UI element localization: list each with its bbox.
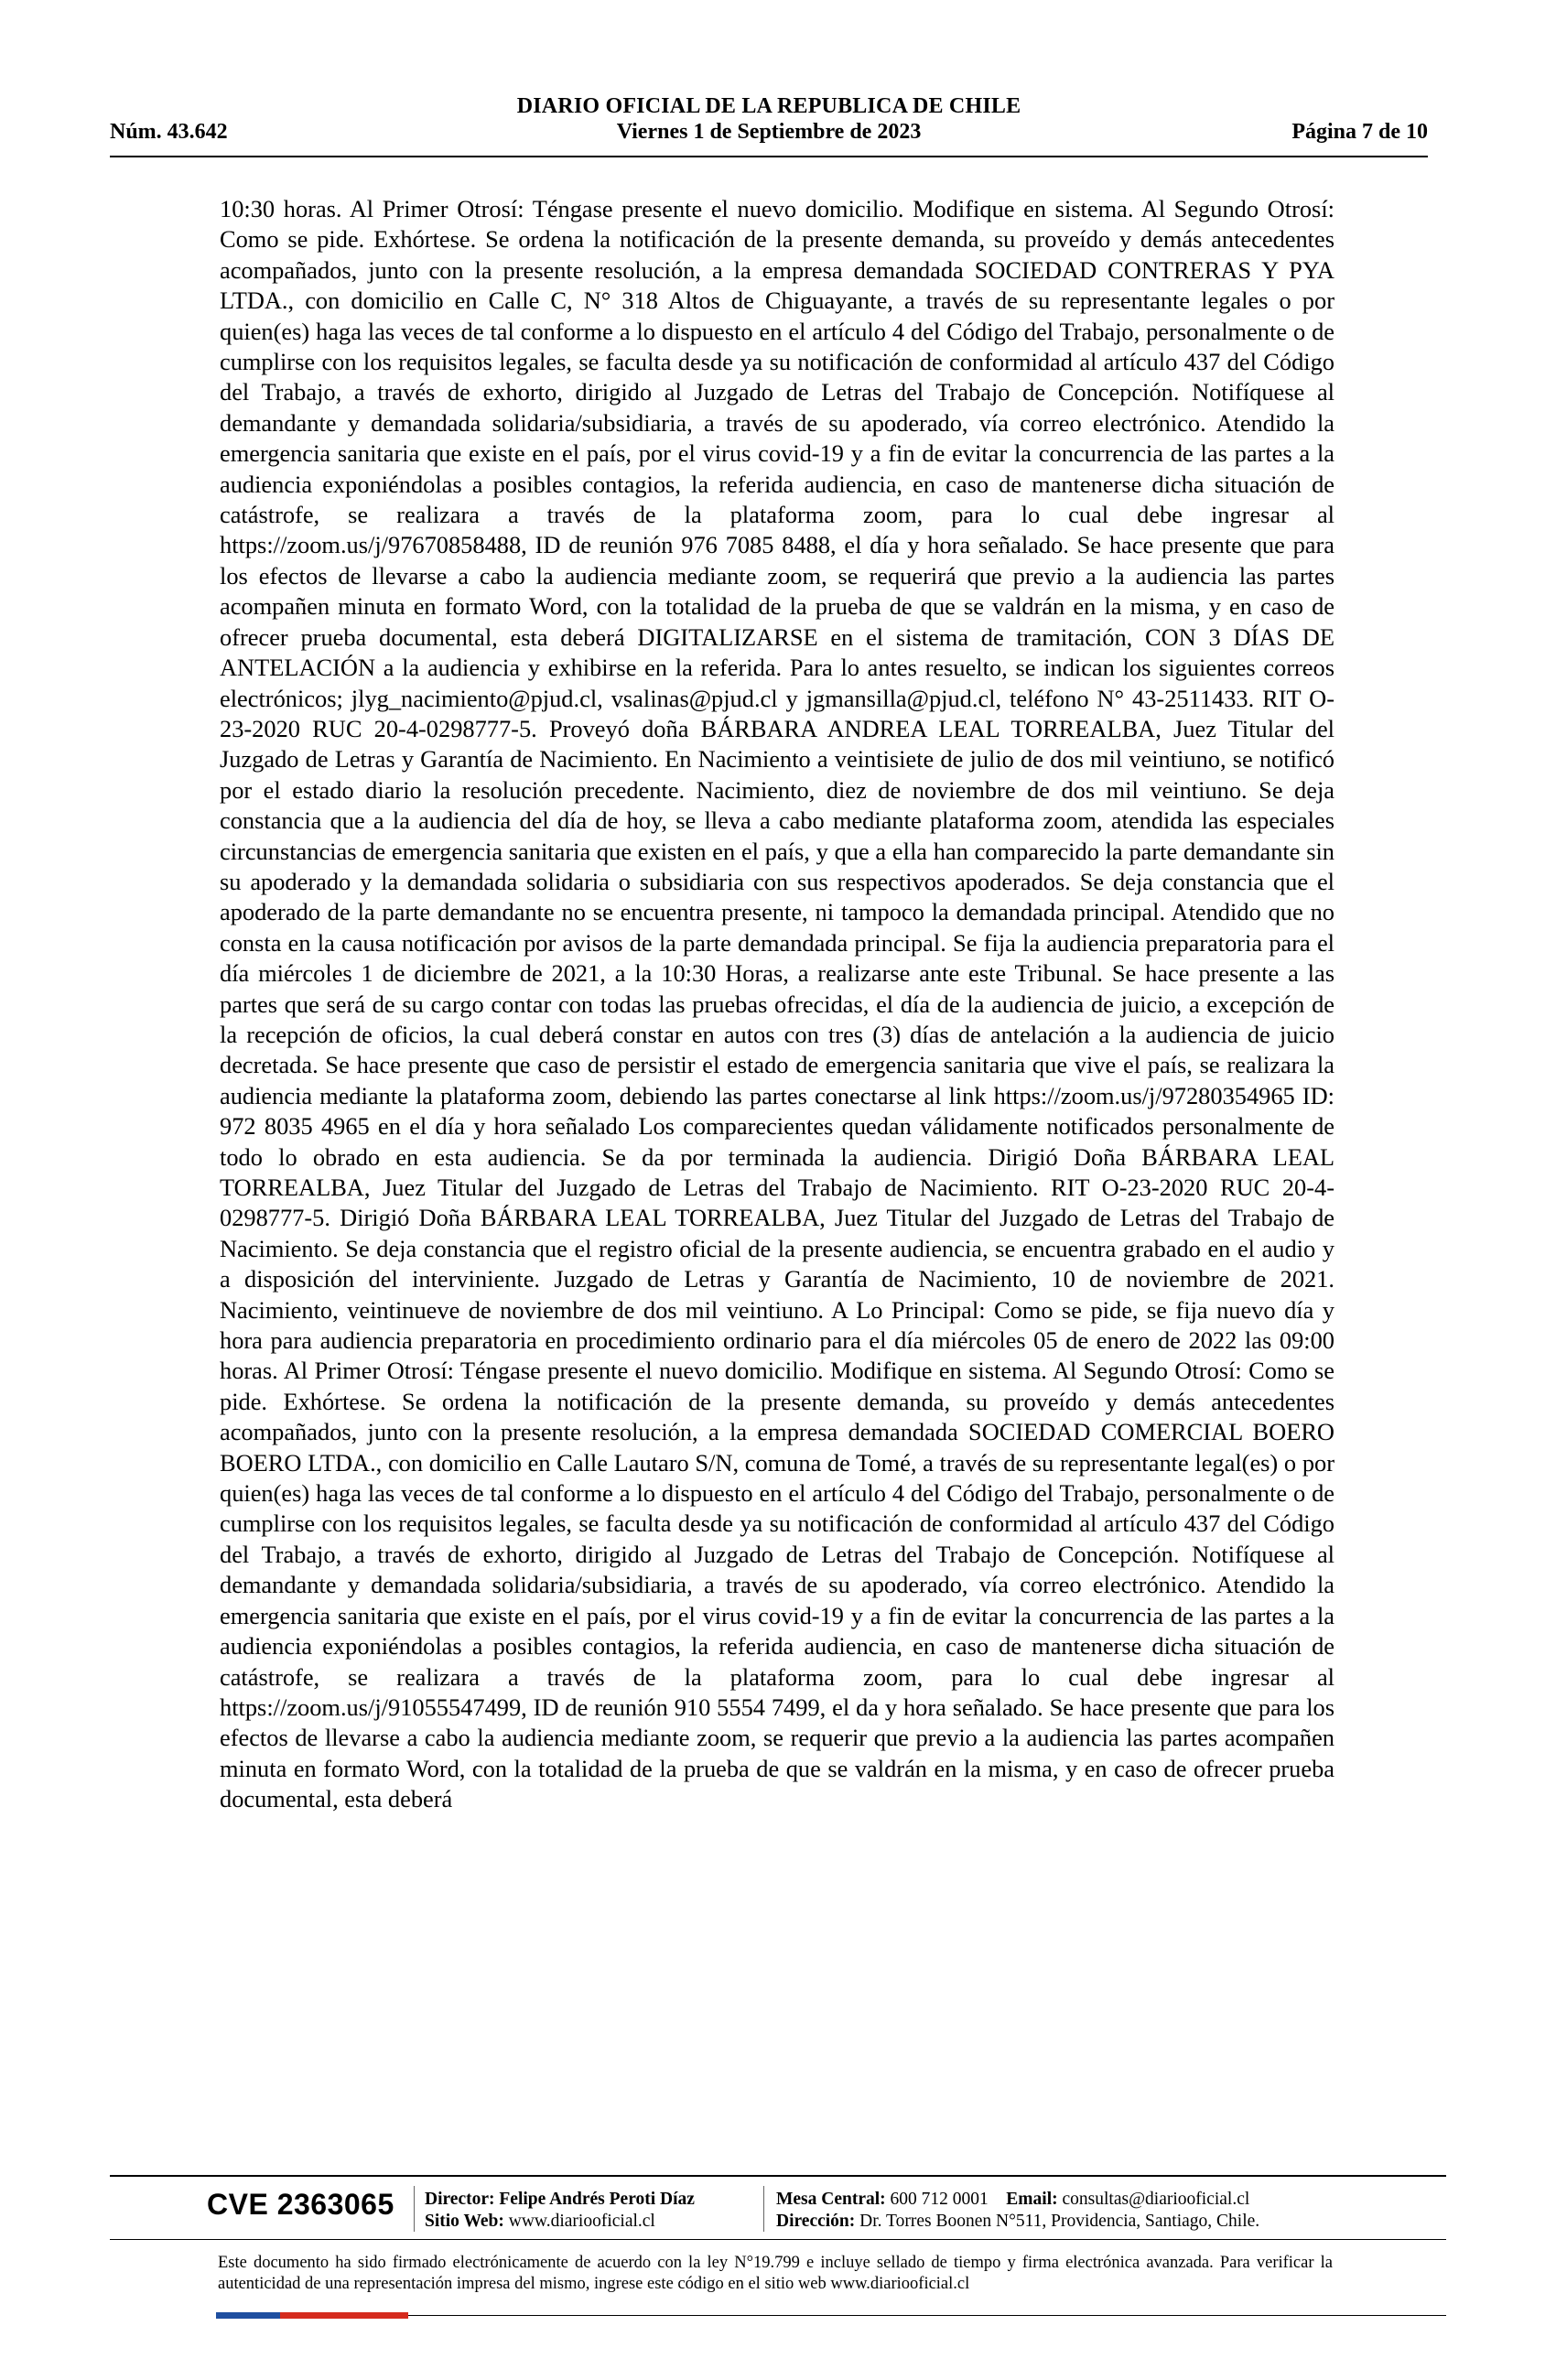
- header-divider: [110, 156, 1428, 157]
- footer-bottom-divider: [408, 2315, 1446, 2316]
- address-label: Dirección:: [776, 2212, 856, 2231]
- website-label: Sitio Web:: [425, 2212, 504, 2231]
- footer-contact-block: [776, 2189, 1259, 2233]
- website-link[interactable]: www.diariooficial.cl: [508, 2212, 655, 2231]
- issue-number: Núm. 43.642: [110, 120, 228, 144]
- body-paragraph: 10:30 horas. Al Primer Otrosí: Téngase presente el nuevo domicilio. Modifique en sistema. Al Segundo Otrosí: Como se pide. Exhórtese. Se ordena la notificación de la presente demanda, su proveído y demás antecedentes acompañados, junto con la presente resolución, a la empresa demandada SOCIEDAD CONTRERAS Y PYA LTDA., con domicilio en Calle C, N° 318 Altos de Chiguayante, a través de su representante legales o por quien(es) haga las veces de tal conforme a lo dispuesto en el artículo 4 del Código del Trabajo, personalmente o de cumplirse con los requisitos legales, se faculta desde ya su notificación de conformidad al artículo 437 del Código del Trabajo, a través de exhorto, dirigido al Juzgado de Letras del Trabajo de Concepción. Notifíquese al demandante y demandada solidaria/subsidiaria, a través de su apoderado, vía correo electrónico. Atendido la emergencia sanitaria que existe en el país, por el virus covid-19 y a fin de evitar la concurrencia de las partes a la audiencia exponiéndolas a posibles contagios, la referida audiencia, en caso de mantenerse dicha situación de catástrofe, se realizara a través de la plataforma zoom, para lo cual debe ingresar al https://zoom.us/j/97670858488, ID de reunión 976 7085 8488, el día y hora señalado. Se hace presente que para los efectos de llevarse a cabo la audiencia mediante zoom, se requerirá que previo a la audiencia las partes acompañen minuta en formato Word, con la totalidad de la prueba de que se valdrán en la misma, y en caso de ofrecer prueba documental, esta deberá DIGITALIZARSE en el sistema de tramitación, CON 3 DÍAS DE ANTELACIÓN a la audiencia y exhibirse en la referida. Para lo antes resuelto, se indican los siguientes correos electrónicos; jlyg_nacimiento@pjud.cl, vsalinas@pjud.cl y jgmansilla@pjud.cl, teléfono N° 43-2511433. RIT O-23-2020 RUC 20-4-0298777-5. Proveyó doña BÁRBARA ANDREA LEAL TORREALBA, Juez Titular del Juzgado de Letras y Garantía de Nacimiento. En Nacimiento a veintisiete de julio de dos mil veintiuno, se notificó por el estado diario la resolución precedente. Nacimiento, diez de noviembre de dos mil veintiuno. Se deja constancia que a la audiencia del día de hoy, se lleva a cabo mediante plataforma zoom, atendida las especiales circunstancias de emergencia sanitaria que existen en el país, y que a ella han comparecido la parte demandante sin su apoderado y la demandada solidaria o subsidiaria con sus respectivos apoderados. Se deja constancia que el apoderado de la parte demandante no se encuentra presente, ni tampoco la demandada principal. Atendido que no consta en la causa notificación por avisos de la parte demandada principal. Se fija la audiencia preparatoria para el día miércoles 1 de diciembre de 2021, a la 10:30 Horas, a realizarse ante este Tribunal. Se hace presente a las partes que será de su cargo contar con todas las pruebas ofrecidas, el día de la audiencia de juicio, a excepción de la recepción de oficios, la cual deberá constar en autos con tres (3) días de antelación a la audiencia de juicio decretada. Se hace presente que caso de persistir el estado de emergencia sanitaria que vive el país, se realizara la audiencia mediante la plataforma zoom, debiendo las partes conectarse al link https://zoom.us/j/97280354965 ID: 972 8035 4965 en el día y hora señalado Los comparecientes quedan válidamente notificados personalmente de todo lo obrado en esta audiencia. Se da por terminada la audiencia. Dirigió Doña BÁRBARA LEAL TORREALBA, Juez Titular del Juzgado de Letras del Trabajo de Nacimiento. RIT O-23-2020 RUC 20-4-0298777-5. Dirigió Doña BÁRBARA LEAL TORREALBA, Juez Titular del Juzgado de Letras del Trabajo de Nacimiento. Se deja constancia que el registro oficial de la presente audiencia, se encuentra grabado en el audio y a disposición del interviniente. Juzgado de Letras y Garantía de Nacimiento, 10 de noviembre de 2021. Nacimiento, veintinueve de noviembre de dos mil veintiuno. A Lo Principal: Como se pide, se fija nuevo día y hora para audiencia preparatoria en procedimiento ordinario para el día miércoles 05 de enero de 2022 las 09:00 horas. Al Primer Otrosí: Téngase presente el nuevo domicilio. Modifique en sistema. Al Segundo Otrosí: Como se pide. Exhórtese. Se ordena la notificación de la presente demanda, su proveído y demás antecedentes acompañados, junto con la presente resolución, a la empresa demandada SOCIEDAD COMERCIAL BOERO BOERO LTDA., con domicilio en Calle Lautaro S/N, comuna de Tomé, a través de su representante legal(es) o por quien(es) haga las veces de tal conforme a lo dispuesto en el artículo 4 del Código del Trabajo, personalmente o de cumplirse con los requisitos legales, se faculta desde ya su notificación de conformidad al artículo 437 del Código del Trabajo, a través de exhorto, dirigido al Juzgado de Letras del Trabajo de Concepción. Notifíquese al demandante y demandada solidaria/subsidiaria, a través de su apoderado, vía correo electrónico. Atendido la emergencia sanitaria que existe en el país, por el virus covid-19 y a fin de evitar la concurrencia de las partes a la audiencia exponiéndolas a posibles contagios, la referida audiencia, en caso de mantenerse dicha situación de catástrofe, se realizara a través de la plataforma zoom, para lo cual debe ingresar al https://zoom.us/j/91055547499, ID de reunión 910 5554 7499, el da y hora señalado. Se hace presente que para los efectos de llevarse a cabo la audiencia mediante zoom, se requerir que previo a la audiencia las partes acompañen minuta en formato Word, con la totalidad de la prueba de que se valdrán en la misma, y en caso de ofrecer prueba documental, esta deberá: [220, 195, 1334, 1813]
- cve-code: CVE 2363065: [207, 2188, 394, 2221]
- phone-label: Mesa Central:: [776, 2190, 886, 2209]
- flag-red-segment: [280, 2312, 408, 2319]
- chile-flag-stripe: [216, 2312, 408, 2319]
- flag-blue-segment: [216, 2312, 280, 2319]
- footer-director-block: [425, 2189, 695, 2233]
- footer-mid-divider: [110, 2239, 1446, 2240]
- signature-note: Este documento ha sido firmado electrónicamente de acuerdo con la ley N°19.799 e incluye sellado de tiempo y firma electrónica avanzada. Para verificar la autenticidad de una representación impresa del mismo, ingrese este código en el sitio web www.diariooficial.cl: [218, 2254, 1333, 2293]
- footer-top-divider: [110, 2175, 1446, 2177]
- phone-number: 600 712 0001: [890, 2190, 989, 2209]
- address-text: Dr. Torres Boonen N°511, Providencia, Santiago, Chile.: [859, 2212, 1260, 2231]
- footer-separator: [763, 2186, 764, 2232]
- email-label: Email:: [1006, 2190, 1058, 2209]
- header-row: [110, 120, 1428, 147]
- director-label: Director:: [425, 2190, 495, 2209]
- issue-date: Viernes 1 de Septiembre de 2023: [616, 120, 922, 144]
- director-name: Felipe Andrés Peroti Díaz: [499, 2190, 695, 2209]
- email-link[interactable]: consultas@diariooficial.cl: [1062, 2190, 1250, 2209]
- page-indicator: Página 7 de 10: [1291, 120, 1428, 144]
- footer-separator: [414, 2186, 415, 2232]
- publication-title: DIARIO OFICIAL DE LA REPUBLICA DE CHILE: [516, 94, 1021, 118]
